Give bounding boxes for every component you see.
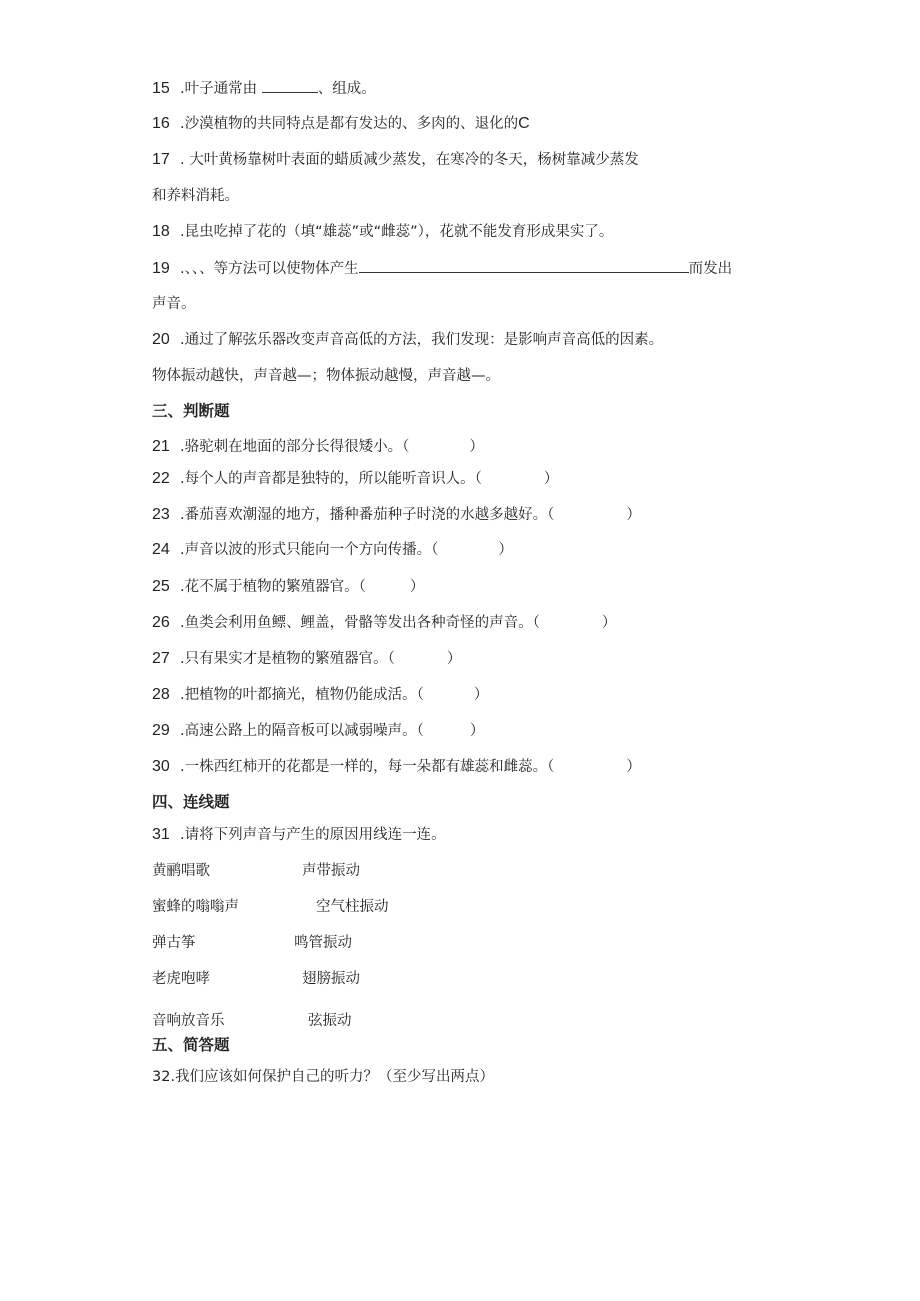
match-left-item[interactable]: 老虎咆哮 [152, 971, 210, 987]
judge-item: 28 .把植物的叶都摘光，植物仍能成活。（ ） [152, 686, 489, 703]
question-15: 15 .叶子通常由 、组成。 [152, 80, 376, 97]
answer-blank[interactable] [262, 78, 318, 93]
answer-blank[interactable] [359, 258, 689, 273]
section-heading-matching: 四、连线题 [152, 793, 230, 811]
match-right-item[interactable]: 空气柱振动 [316, 899, 389, 915]
question-19-cont: 声音。 [152, 296, 196, 312]
question-18: 18 .昆虫吃掉了花的（填“雄蕊”或“雌蕊”），花就不能发育形成果实了。 [152, 223, 614, 240]
match-left-item[interactable]: 弹古筝 [152, 935, 196, 951]
judge-item: 23 .番茄喜欢潮湿的地方，播种番茄种子时浇的水越多越好。（ ） [152, 506, 641, 523]
match-right-item[interactable]: 鸣管振动 [294, 935, 352, 951]
question-16: 16 .沙漠植物的共同特点是都有发达的、多肉的、退化的C [152, 115, 530, 132]
section-heading-judgment: 三、判断题 [152, 402, 230, 420]
judge-item: 27 .只有果实才是植物的繁殖器官。（ ） [152, 650, 462, 667]
judge-item: 26 .鱼类会利用鱼鳔、鲤盖，骨骼等发出各种奇怪的声音。（ ） [152, 614, 617, 631]
match-right-item[interactable]: 声带振动 [302, 863, 360, 879]
match-left-item[interactable]: 蜜蜂的嗡嗡声 [152, 899, 239, 915]
match-right-item[interactable]: 弦振动 [308, 1013, 352, 1029]
match-left-item[interactable]: 音响放音乐 [152, 1013, 225, 1029]
section-heading-short-answer: 五、简答题 [152, 1036, 230, 1054]
judge-item: 30 .一株西红柿开的花都是一样的，每一朵都有雄蕊和雌蕊。（ ） [152, 758, 641, 775]
question-19: 19 .、、、等方法可以使物体产生 而发出 [152, 260, 733, 277]
question-32: 32.我们应该如何保护自己的听力？（至少写出两点） [152, 1069, 495, 1085]
judge-item: 25 .花不属于植物的繁殖器官。（ ） [152, 578, 425, 595]
judge-item: 22 .每个人的声音都是独特的，所以能听音识人。（ ） [152, 470, 559, 487]
question-20: 20 .通过了解弦乐器改变声音高低的方法，我们发现：是影响声音高低的因素。 [152, 331, 664, 348]
question-20-cont: 物体振动越快，声音越—；物体振动越慢，声音越—。 [152, 368, 500, 384]
match-left-item[interactable]: 黄鹂唱歌 [152, 863, 210, 879]
judge-item: 24 .声音以波的形式只能向一个方向传播。（ ） [152, 541, 513, 558]
match-right-item[interactable]: 翅膀振动 [302, 971, 360, 987]
question-17: 17 . 大叶黄杨靠树叶表面的蜡质减少蒸发，在寒冷的冬天，杨树靠减少蒸发 [152, 151, 639, 168]
judge-item: 21 .骆驼刺在地面的部分长得很矮小。（ ） [152, 438, 484, 455]
judge-item: 29 .高速公路上的隔音板可以减弱噪声。（ ） [152, 722, 485, 739]
question-17-cont: 和养料消耗。 [152, 188, 239, 204]
question-31: 31 .请将下列声音与产生的原因用线连一连。 [152, 826, 446, 843]
